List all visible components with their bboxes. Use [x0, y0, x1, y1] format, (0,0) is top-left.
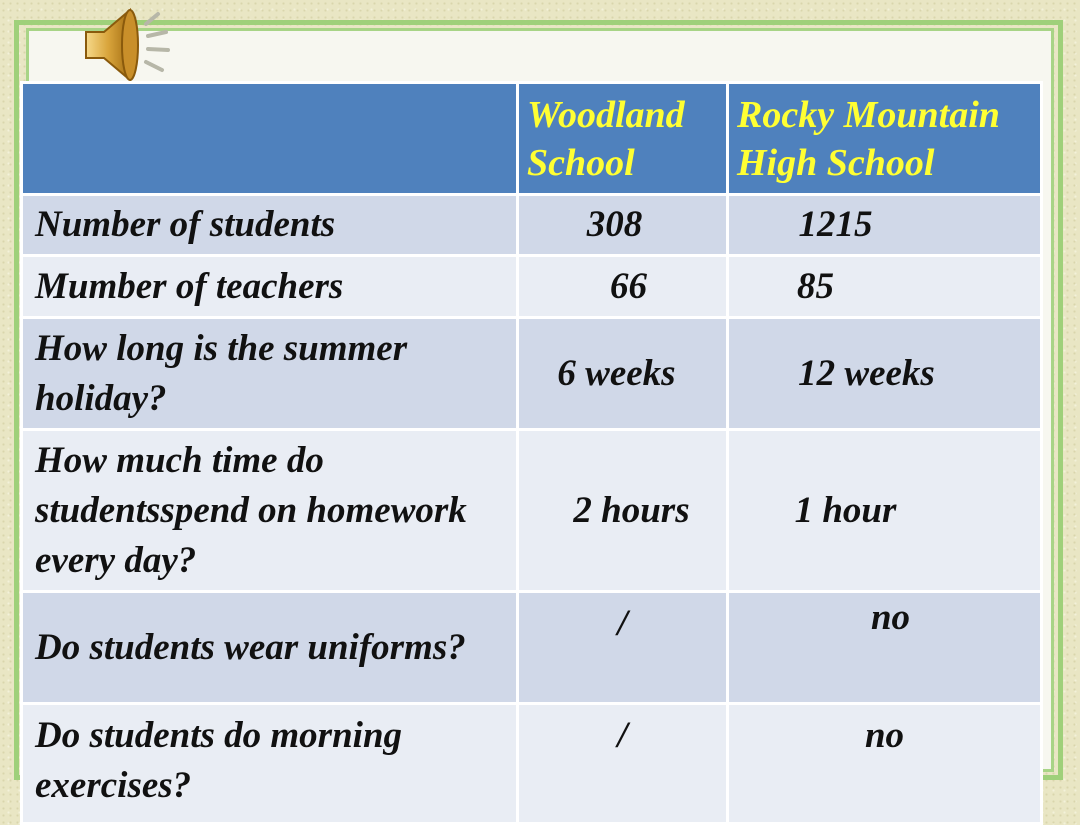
header-woodland: Woodland School	[518, 83, 728, 195]
woodland-value: 66	[518, 256, 728, 318]
question-cell: How long is the summer holiday?	[22, 318, 518, 430]
header-rocky: Rocky Mountain High School	[728, 83, 1042, 195]
header-empty-cell	[22, 83, 518, 195]
question-cell: Number of students	[22, 195, 518, 256]
rocky-value: 1 hour	[728, 430, 1042, 592]
table-row	[22, 704, 1042, 824]
question-cell: How much time do studentsspend on homework every day?	[22, 430, 518, 592]
table-row	[22, 195, 1042, 256]
speaker-icon[interactable]	[78, 2, 178, 88]
table-row	[22, 318, 1042, 430]
rocky-value: no	[728, 704, 1042, 824]
school-comparison-table	[20, 81, 1043, 825]
question-cell: Mumber of teachers	[22, 256, 518, 318]
question-cell: Do students wear uniforms?	[22, 592, 518, 704]
woodland-value: /	[518, 704, 728, 824]
table-row	[22, 592, 1042, 704]
woodland-value: 2 hours	[518, 430, 728, 592]
woodland-value: 308	[518, 195, 728, 256]
woodland-value: 6 weeks	[518, 318, 728, 430]
question-cell: Do students do morning exercises?	[22, 704, 518, 824]
table-header-row	[22, 83, 1042, 195]
rocky-value: 12 weeks	[728, 318, 1042, 430]
rocky-value: 1215	[728, 195, 1042, 256]
table-row	[22, 256, 1042, 318]
table-row	[22, 430, 1042, 592]
rocky-value: no	[728, 592, 1042, 704]
woodland-value: /	[518, 592, 728, 704]
rocky-value: 85	[728, 256, 1042, 318]
